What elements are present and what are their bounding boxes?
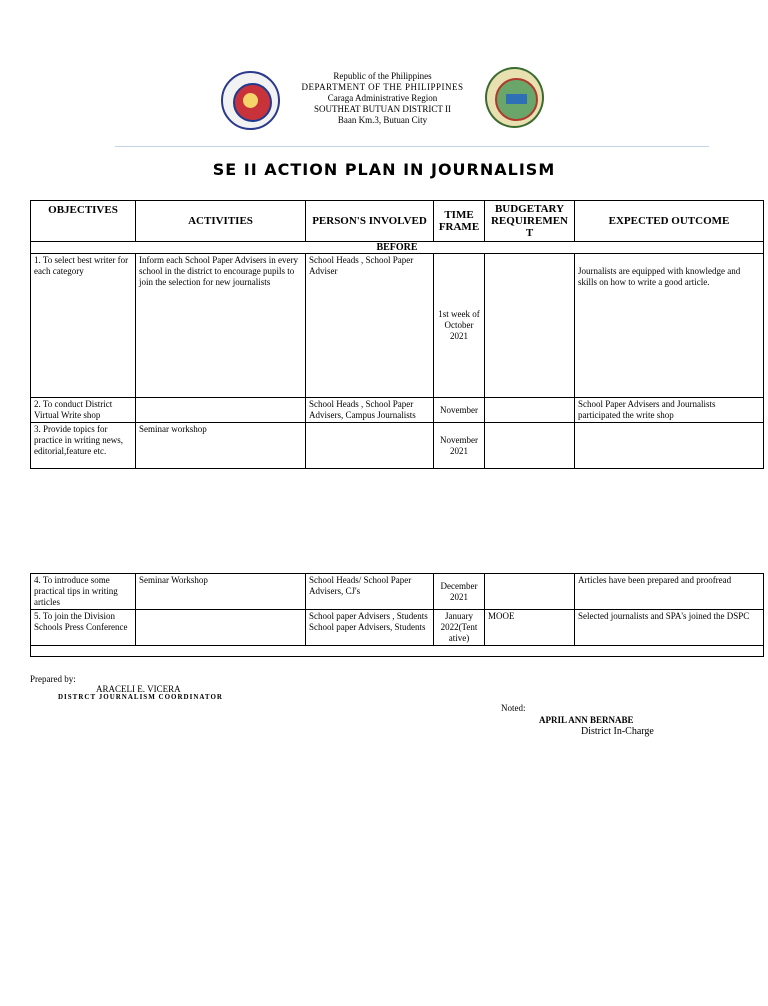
action-plan-table-continued	[30, 573, 764, 657]
table-row	[31, 610, 764, 646]
header-time-frame: TIME FRAME	[434, 201, 485, 242]
row3-activity: Seminar workshop	[136, 423, 306, 469]
row3-objective: 3. Provide topics for practice in writing news, editorial,feature etc.	[31, 423, 136, 469]
row4-activity: Seminar Workshop	[136, 574, 306, 610]
prepared-name: ARACELI E. VICERA	[96, 684, 181, 694]
row5-persons: School paper Advisers , Students School paper Advisers, Students	[306, 610, 434, 646]
noted-name: APRIL ANN BERNABE	[539, 715, 634, 725]
row3-time: November 2021	[434, 423, 485, 469]
row1-objective: 1. To select best writer for each category	[31, 254, 136, 398]
row2-time: November	[434, 398, 485, 423]
header-outcome: EXPECTED OUTCOME	[575, 201, 764, 242]
prepared-title: DISTRCT JOURNALISM COORDINATOR	[58, 693, 223, 701]
row3-outcome	[575, 423, 764, 469]
region-line: Caraga Administrative Region	[327, 93, 438, 103]
row3-persons	[306, 423, 434, 469]
district-line: SOUTHEAT BUTUAN DISTRICT II	[314, 104, 451, 114]
table-row	[31, 423, 764, 469]
section-before: BEFORE	[31, 242, 764, 254]
noted-title: District In-Charge	[581, 726, 654, 737]
row5-time: January 2022(Tent ative)	[434, 610, 485, 646]
header-objectives: OBJECTIVES	[31, 201, 136, 242]
row5-objective: 5. To join the Division Schools Press Conference	[31, 610, 136, 646]
row1-time: 1st week of October 2021	[434, 254, 485, 398]
table-row	[31, 254, 764, 398]
header-budget: BUDGETARY REQUIREMEN T	[485, 201, 575, 242]
division-seal-icon	[485, 67, 544, 128]
table-header-row	[31, 201, 764, 242]
row1-outcome: Journalists are equipped with knowledge and skills on how to write a good article.	[575, 254, 764, 398]
republic-line: Republic of the Philippines	[333, 71, 432, 81]
header-activities: ACTIVITIES	[136, 201, 306, 242]
department-line: DEPARTMENT OF THE PHILIPPINES	[301, 82, 464, 92]
table-row-empty	[31, 646, 764, 657]
header-persons: PERSON'S INVOLVED	[306, 201, 434, 242]
row2-activity	[136, 398, 306, 423]
row2-outcome: School Paper Advisers and Journalists participated the write shop	[575, 398, 764, 423]
address-line: Baan Km.3, Butuan City	[337, 115, 428, 125]
row4-objective: 4. To introduce some practical tips in writing articles	[31, 574, 136, 610]
letterhead	[280, 71, 485, 126]
deped-seal-icon	[221, 71, 280, 130]
noted-label: Noted:	[501, 703, 526, 713]
header-divider	[115, 146, 709, 147]
document-title: SE II ACTION PLAN IN JOURNALISM	[212, 160, 556, 179]
row5-outcome: Selected journalists and SPA's joined the DSPC	[575, 610, 764, 646]
prepared-by-label: Prepared by:	[30, 674, 76, 684]
row1-activity: Inform each School Paper Advisers in every school in the district to encourage pupils to join the selection for new journalists	[136, 254, 306, 398]
row2-objective: 2. To conduct District Virtual Write shop	[31, 398, 136, 423]
row4-outcome: Articles have been prepared and proofread	[575, 574, 764, 610]
empty-row-cell	[31, 646, 764, 657]
section-row	[31, 242, 764, 254]
action-plan-table	[30, 200, 764, 469]
row1-persons: School Heads , School Paper Adviser	[306, 254, 434, 398]
row2-budget	[485, 398, 575, 423]
table-row	[31, 574, 764, 610]
row4-budget	[485, 574, 575, 610]
row5-activity	[136, 610, 306, 646]
table-row	[31, 398, 764, 423]
row4-time: December 2021	[434, 574, 485, 610]
row4-persons: School Heads/ School Paper Advisers, CJ's	[306, 574, 434, 610]
row3-budget	[485, 423, 575, 469]
row1-budget	[485, 254, 575, 398]
row5-budget: MOOE	[485, 610, 575, 646]
row2-persons: School Heads , School Paper Advisers, Campus Journalists	[306, 398, 434, 423]
